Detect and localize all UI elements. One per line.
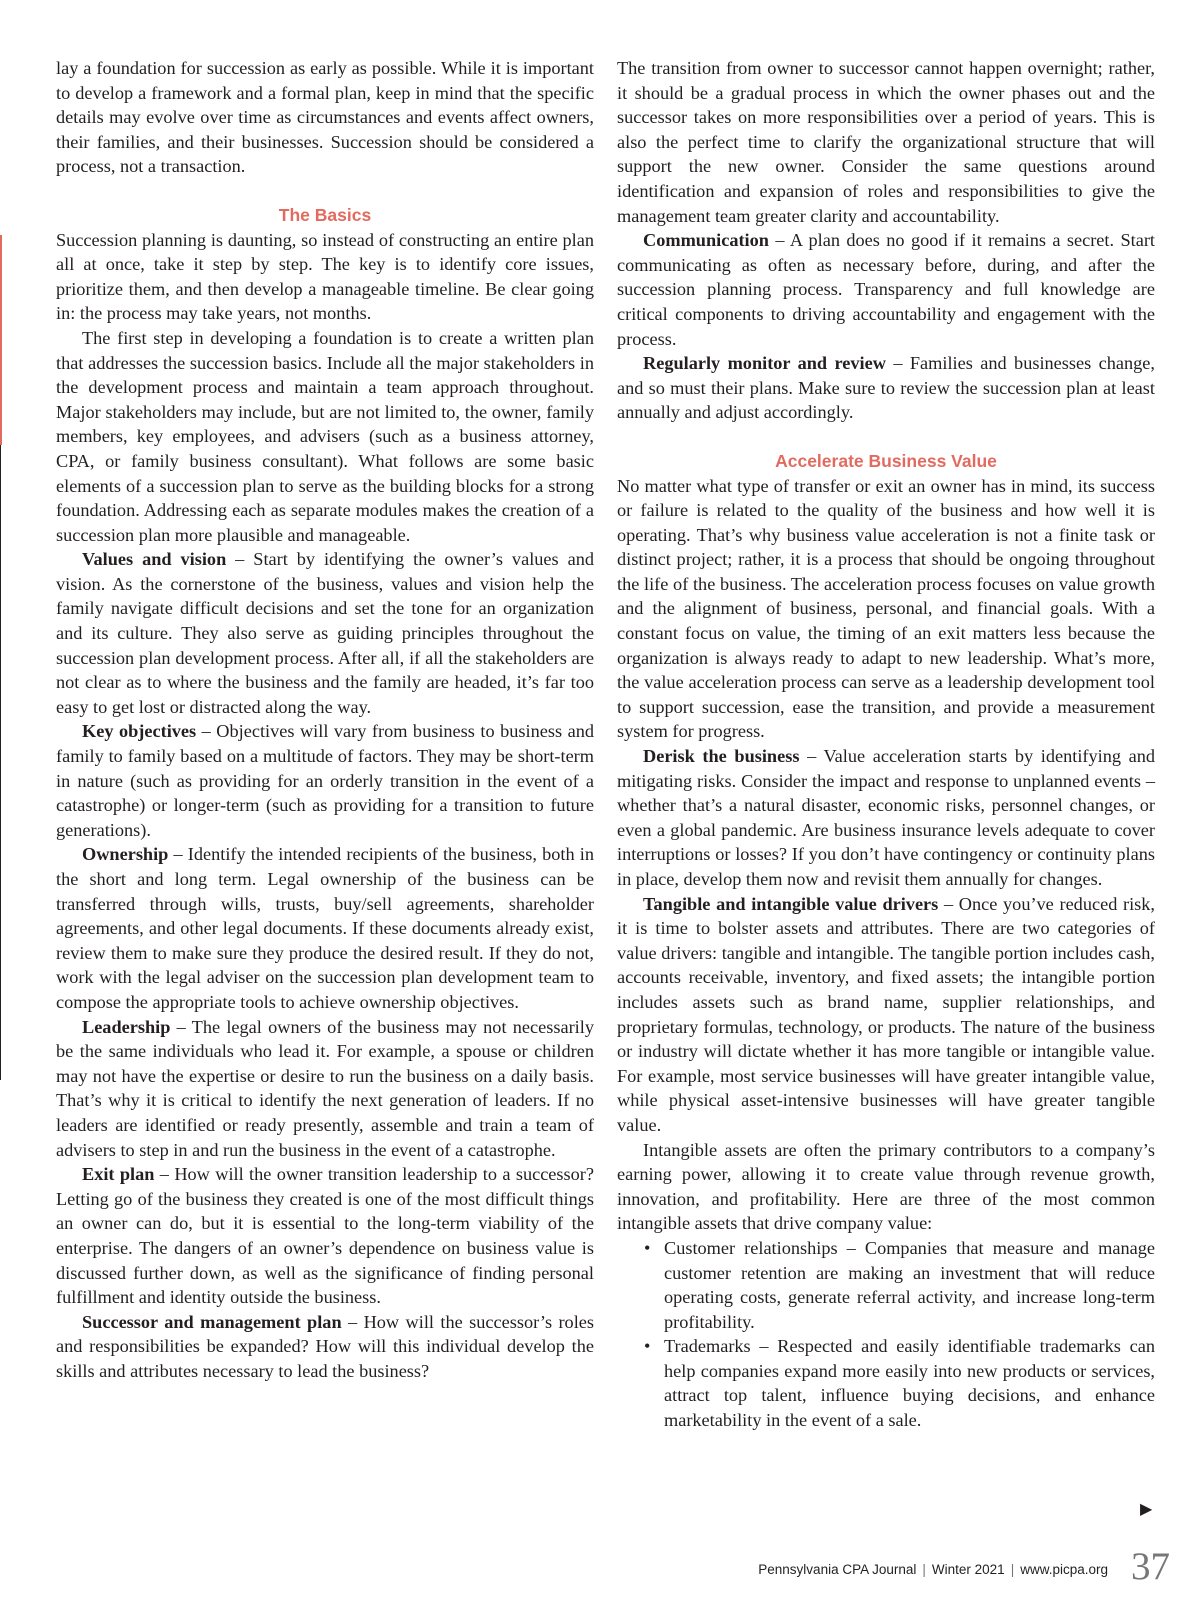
footer-credits bbox=[758, 1562, 1108, 1577]
paragraph-lead-in: Derisk the business bbox=[643, 746, 800, 767]
body-paragraph bbox=[56, 547, 594, 719]
paragraph-text: – A plan does no good if it remains a secret. Start communicating as often as necessary before, during, and after the succession planning process. Transparency and full knowledge are critical components to driving accountability and engagement with the process. bbox=[617, 230, 1155, 349]
body-paragraph bbox=[617, 474, 1155, 745]
paragraph-lead-in: Leadership bbox=[82, 1016, 171, 1037]
paragraph-text: – Once you’ve reduced risk, it is time to bolster assets and attributes. There are two categories of value drivers: tangible and intangible. The tangible portion includes cash, accounts receivable, inventory, and fixed assets; the intangible portion includes assets such as brand name, supplier relationships, and proprietary formulas, technology, or products. The nature of the business or industry will dictate whether it has more tangible or intangible value. For example, most service businesses will have greater intangible value, while physical asset-intensive businesses will have greater tangible value. bbox=[617, 893, 1155, 1135]
paragraph-text: The transition from owner to successor cannot happen overnight; rather, it should be a gradual process in which the owner phases out and the successor takes on more responsibilities over a period of years. This is also the perfect time to clarify the organizational structure that will support the new owner. Consider the same questions around identification and expansion of roles and responsibilities to give the management team greater clarity and accountability. bbox=[617, 58, 1155, 226]
page-footer bbox=[700, 1545, 1180, 1595]
body-paragraph bbox=[617, 744, 1155, 892]
body-paragraph bbox=[56, 56, 594, 179]
body-paragraph bbox=[56, 719, 594, 842]
paragraph-lead-in: Values and vision bbox=[82, 549, 227, 570]
list-item: • Trademarks – Respected and easily identifiable trademarks can help companies expand more easily into new products or services, attract top talent, influence buying decisions, and enhance marketability in the event of a sale. bbox=[643, 1334, 1155, 1432]
body-paragraph bbox=[56, 326, 594, 547]
footer-issue: Winter 2021 bbox=[931, 1562, 1005, 1577]
right-text-column bbox=[617, 56, 1155, 1433]
body-paragraph bbox=[617, 56, 1155, 228]
list-item: • Customer relationships – Companies that measure and manage customer retention are making an investment that will reduce operating costs, generate referral activity, and increase long-term profitability. bbox=[643, 1236, 1155, 1334]
body-paragraph bbox=[56, 1162, 594, 1310]
paragraph-text: – Families and businesses change, and so must their plans. Make sure to review the succession plan at least annually and adjust accordingly. bbox=[617, 353, 1155, 423]
left-edge-rule bbox=[0, 445, 1, 1080]
paragraph-lead-in: Key objectives bbox=[82, 721, 197, 742]
footer-separator: | bbox=[1010, 1562, 1015, 1577]
paragraph-text: – How will the owner transition leadership to a successor? Letting go of the business they created is one of the most difficult things an owner can do, but it is essential to the long-term viability of the enterprise. The dangers of an owner’s dependence on business value is discussed further down, as well as the significance of finding personal fulfillment and identity outside the business. bbox=[56, 1164, 594, 1308]
footer-website[interactable]: www.picpa.org bbox=[1020, 1562, 1108, 1577]
paragraph-text: – Start by identifying the owner’s values and vision. As the cornerstone of the business, values and vision help the family navigate difficult decisions and set the tone for an organization and its culture. They also serve as guiding principles throughout the succession plan development process. After all, if all the stakeholders are not clear as to where the business and the family are headed, it’s far too easy to get lost or distracted along the way. bbox=[56, 549, 594, 717]
body-paragraph bbox=[56, 1310, 594, 1384]
paragraph-lead-in: Ownership bbox=[82, 844, 169, 865]
body-paragraph bbox=[617, 228, 1155, 351]
paragraph-text: The first step in developing a foundation is to create a written plan that addresses the succession basics. Include all the major stakeholders in the development process and maintain a team approach throughout. Major stakeholders may include, but are not limited to, the owner, family members, key employees, and advisers (such as a business attorney, CPA, or family business consultant). What follows are some basic elements of a succession plan to serve as the building blocks for a strong foundation. Addressing each as separate modules makes the creation of a succession plan more plausible and manageable. bbox=[56, 327, 594, 545]
left-edge-accent-mark bbox=[0, 235, 2, 445]
paragraph-lead-in: Exit plan bbox=[82, 1164, 155, 1185]
paragraph-lead-in: Tangible and intangible value drivers bbox=[643, 893, 939, 914]
left-text-column bbox=[56, 56, 594, 1383]
footer-separator: | bbox=[922, 1562, 926, 1577]
section-heading: The Basics bbox=[278, 204, 372, 225]
body-paragraph bbox=[617, 351, 1155, 425]
page-number: 37 bbox=[1131, 1545, 1170, 1588]
paragraph-text: No matter what type of transfer or exit an owner has in mind, its success or failure is related to the quality of the business and how well it is operating. That’s why business value acceleration is not a finite task or distinct project; rather, it is a process that should be ongoing throughout the life of the business. The acceleration process focuses on value growth and the alignment of business, personal, and financial goals. With a constant focus on value, the timing of an exit matters less because the organization is always ready to adapt to new leadership. What’s more, the value acceleration process can serve as a leadership development tool to support succession, ease the transition, and provide a measurement system for progress. bbox=[617, 475, 1155, 742]
body-paragraph bbox=[56, 228, 594, 326]
paragraph-text: – Identify the intended recipients of the business, both in the short and long term. Legal ownership of the business can be transferred through wills, trusts, buy/sell agreements, shareholder agreements, and other legal documents. If these documents already exist, review them to make sure they produce the desired result. If they do not, work with the legal adviser on the succession plan development team to compose the appropriate tools to achieve ownership objectives. bbox=[56, 844, 594, 1012]
body-paragraph bbox=[56, 842, 594, 1014]
body-paragraph bbox=[56, 1015, 594, 1163]
continue-arrow-icon: ▶ bbox=[1140, 1501, 1153, 1518]
paragraph-text: – The legal owners of the business may not necessarily be the same individuals who lead it. For example, a spouse or children may not have the expertise or desire to run the business on a daily basis. That’s why it is critical to identify the next generation of leaders. If no leaders are identified or ready presently, assemble and train a team of advisers to step in and run the business in the event of a catastrophe. bbox=[56, 1016, 594, 1160]
paragraph-text: lay a foundation for succession as early as possible. While it is important to develop a framework and a formal plan, keep in mind that the specific details may evolve over time as circumstances and events affect owners, their families, and their businesses. Succession should be considered a process, not a transaction. bbox=[56, 58, 594, 177]
paragraph-lead-in: Communication bbox=[643, 230, 769, 251]
bullet-list bbox=[643, 1236, 1155, 1433]
paragraph-text: – How will the successor’s roles and responsibilities be expanded? How will this individual develop the skills and attributes necessary to lead the business? bbox=[56, 1311, 594, 1381]
footer-journal: Pennsylvania CPA Journal bbox=[758, 1562, 917, 1577]
paragraph-text: – Value acceleration starts by identifying and mitigating risks. Consider the impact and response to unplanned events – whether that’s a natural disaster, economic risks, personnel changes, or even a global pandemic. Are business insurance levels adequate to cover interruptions or losses? If you don’t have contingency or continuity plans in place, develop them now and revisit them annually for changes. bbox=[617, 746, 1156, 889]
paragraph-text: Succession planning is daunting, so instead of constructing an entire plan all at once, take it step by step. The key is to identify core issues, prioritize them, and then develop a manageable timeline. Be clear going in: the process may take years, not months. bbox=[56, 229, 594, 324]
paragraph-text: – Objectives will vary from business to business and family to family based on a multitude of factors. They may be short-term in nature (such as providing for an orderly transition in the event of a catastrophe) or longer-term (such as providing for a transition to future generations). bbox=[56, 721, 594, 840]
body-paragraph bbox=[617, 1138, 1155, 1236]
paragraph-lead-in: Successor and management plan bbox=[82, 1311, 342, 1332]
paragraph-text: Intangible assets are often the primary contributors to a company’s earning power, allowing it to create value through revenue growth, innovation, and profitability. Here are three of the most common intangible assets that drive company value: bbox=[617, 1139, 1155, 1234]
section-heading: Accelerate Business Value bbox=[775, 450, 997, 471]
body-paragraph bbox=[617, 892, 1155, 1138]
paragraph-lead-in: Regularly monitor and review bbox=[643, 353, 886, 374]
